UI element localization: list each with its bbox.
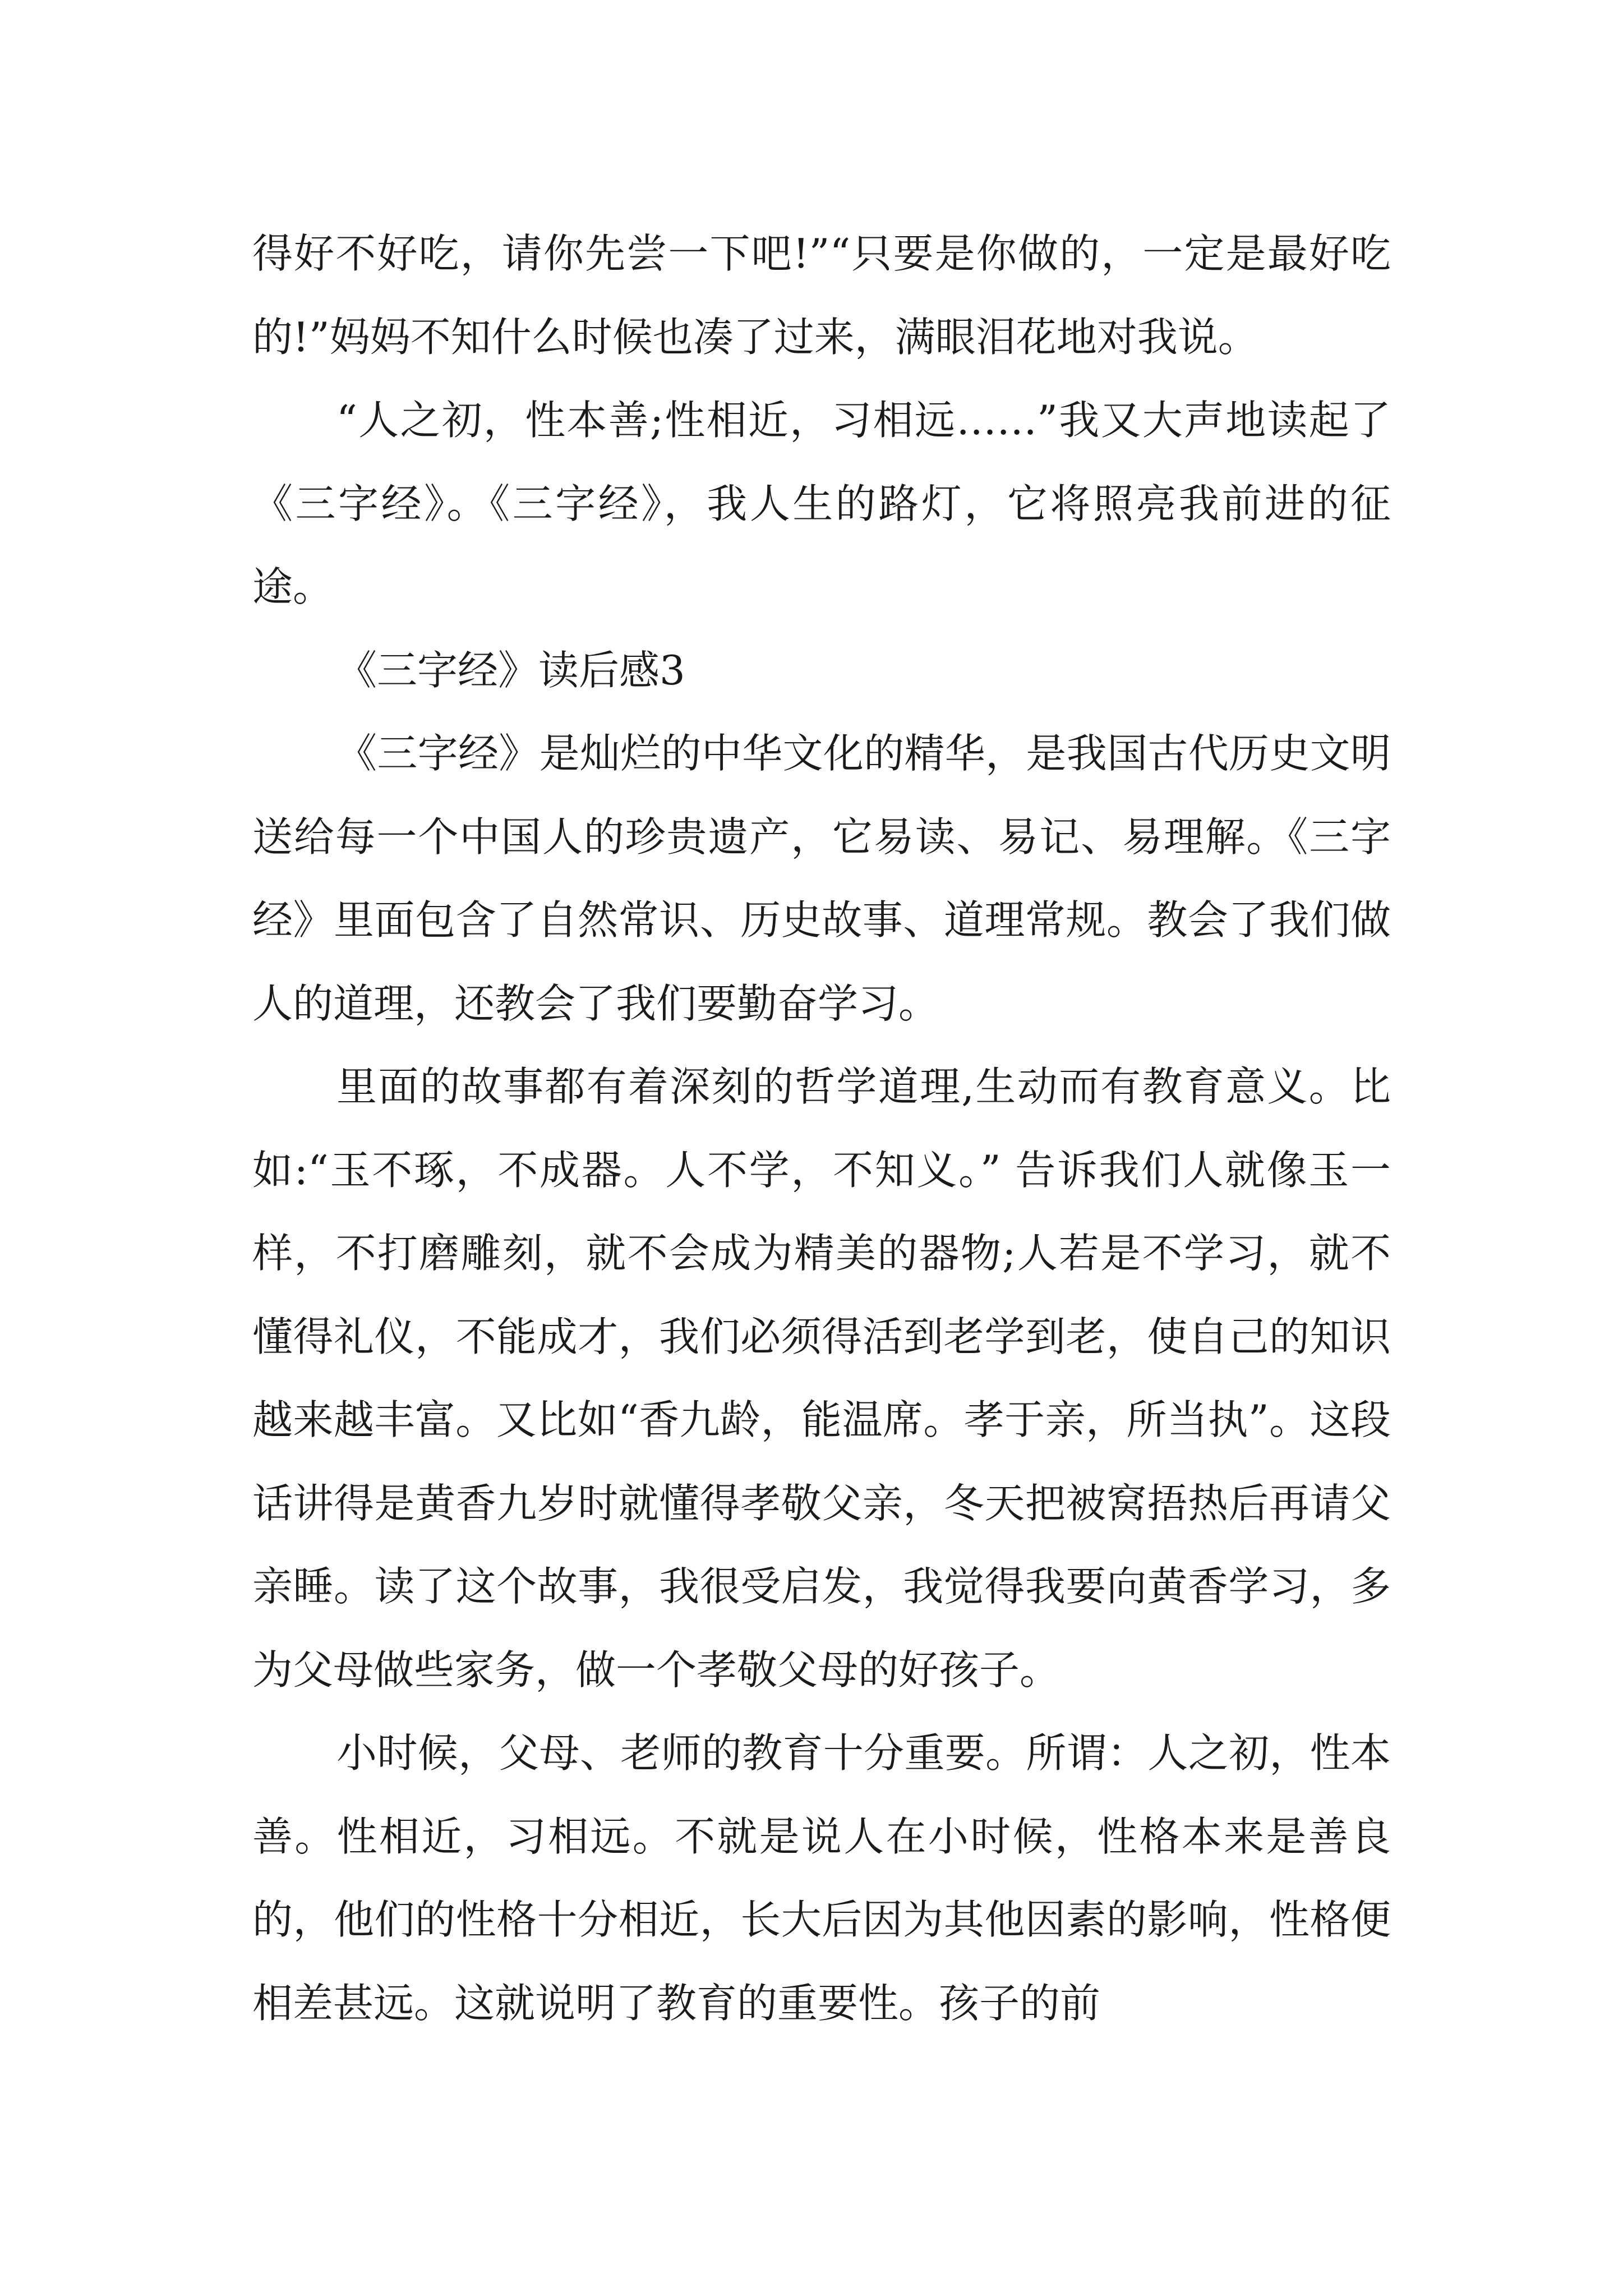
paragraph-intro: 《三字经》是灿烂的中华文化的精华，是我国古代历史文明送给每一个中国人的珍贵遗产，它易读、易记、易理解。《三字经》里面包含了自然常识、历史故事、道理常规。教会了我们做人的道理，还教会了我们要勤奋学习。 [252,730,1391,1027]
paragraph-stories: 里面的故事都有着深刻的哲学道理,生动而有教育意义。比如:“玉不琢，不成器。人不学，不知义。” 告诉我们人就像玉一样，不打磨雕刻，就不会成为精美的器物;人若是不学习，就不懂得礼仪，不能成才，我们必须得活到老学到老，使自己的知识越来越丰富。又比如“香九龄，能温席。孝于亲，所当执”。这段话讲得是黄香九岁时就懂得孝敬父亲，冬天把被窝捂热后再请父亲睡。读了这个故事，我很受启发，我觉得我要向黄香学习，多为父母做些家务，做一个孝敬父母的好孩子。 [252,1063,1391,1694]
paragraph-education: 小时候，父母、老师的教育十分重要。所谓：人之初，性本善。性相近，习相远。不就是说人在小时候，性格本来是善良的，他们的性格十分相近，长大后因为其他因素的影响，性格便相差甚远。这就说明了教育的重要性。孩子的前 [252,1729,1391,2027]
paragraph-sanzijing-recital: “人之初，性本善;性相近，习相远……”我又大声地读起了《三字经》。《三字经》，我人生的路灯，它将照亮我前进的征途。 [252,397,1391,610]
paragraph-continuation: 得好不好吃，请你先尝一下吧!”“只要是你做的，一定是最好吃的!”妈妈不知什么时候也凑了过来，满眼泪花地对我说。 [252,230,1391,361]
document-body [252,212,1391,2045]
essay-heading: 《三字经》读后感3 [336,646,685,694]
